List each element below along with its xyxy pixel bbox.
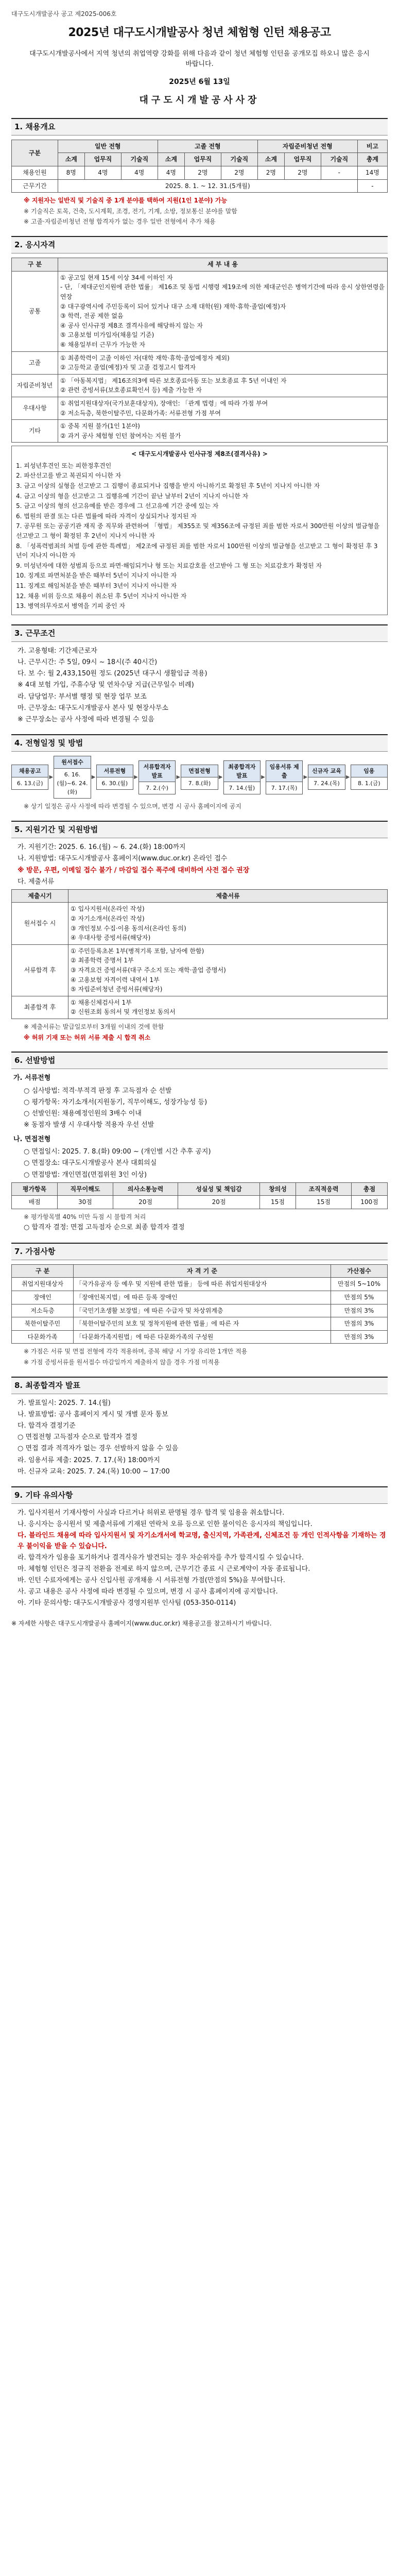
- list-item: 아. 기타 문의사항: 대구도시개발공사 경영지원부 인사팀 (053-350-0114): [18, 1599, 236, 1607]
- list-item: ① 주민등록초본 1부(병적기록 포함, 남자에 한함): [71, 947, 204, 955]
- cell: 취업지원대상자: [12, 1278, 74, 1291]
- th-category: 구 분: [12, 258, 58, 272]
- flow-step: [351, 765, 388, 790]
- list-item: ② 관련 증빙서류(보호종료확인서 등) 제출 가능한 자: [60, 386, 202, 394]
- th-gozol: 고졸 전형: [158, 140, 257, 153]
- row-label: 공통: [12, 271, 58, 351]
- cell: 채용인원: [12, 166, 58, 179]
- arrow-right-icon: ▶: [303, 774, 308, 781]
- row-label: 자립준비청년: [12, 374, 58, 397]
- list-item: 8. 「성폭력범죄의 처벌 등에 관한 특례법」 제2조에 규정된 죄를 범한 자로서 100만원 이상의 벌금형을 선고받고 그 형이 확정된 후 3년이 지나지 아니한 자: [16, 542, 378, 560]
- cell: 만점의 3%: [331, 1304, 388, 1317]
- th-general: 일반 전형: [58, 140, 158, 153]
- row-label: 서류합격 후: [12, 944, 68, 996]
- th-score: 창의성: [259, 1182, 296, 1196]
- flow-step: [223, 760, 261, 794]
- th-score: 총점: [351, 1182, 387, 1196]
- note: ※ 평가항목별 40% 미만 득점 시 불합격 처리: [24, 1213, 146, 1221]
- cell: 「북한이탈주민의 보호 및 정착지원에 관한 법률」에 따른 자: [74, 1317, 331, 1331]
- cell: 15점: [259, 1196, 296, 1209]
- note: ※ 가점 증빙서류를 원서접수 마감일까지 제출하지 않을 경우 가점 미적용: [24, 1359, 220, 1366]
- list-item: 마. 근무장소: 대구도시개발공사 본사 및 현장사무소: [18, 704, 168, 712]
- list-item: ② 대구광역시에 주민등록이 되어 있거나 대구 소재 대학(원) 재학·휴학·졸업(예정)자: [60, 302, 286, 310]
- section-working-conditions: 3. 근무조건: [11, 624, 388, 642]
- list-item: ④ 우대사항 증빙서류(해당자): [71, 934, 151, 942]
- th-bonus: 구 분: [12, 1264, 74, 1278]
- list-item: ※ 동점자 발생 시 우대사항 적용자 우선 선발: [24, 1121, 154, 1129]
- th-self-reliance: 자립준비청년 전형: [257, 140, 357, 153]
- eligibility-table: [11, 258, 388, 443]
- th-sub: 기술직: [221, 153, 257, 166]
- list-item: ② 고등학교 졸업(예정)자 및 고졸 검정고시 합격자: [60, 364, 196, 371]
- list-item: ○ 면접방법: 개인면접(면접위원 3인 이상): [24, 1171, 147, 1179]
- list-item: 가. 지원기간: 2025. 6. 16.(월) ~ 6. 24.(화) 18:00까지: [18, 843, 186, 852]
- cell: 30점: [58, 1196, 113, 1209]
- row-label: 원서접수 시: [12, 903, 68, 944]
- note: ※ 제출서류는 발급일로부터 3개월 이내의 것에 한함: [24, 1023, 164, 1030]
- table-row: [12, 903, 388, 944]
- section-recruitment-overview: 1. 채용개요: [11, 118, 388, 135]
- cell: -: [357, 179, 387, 193]
- table-row: [12, 1278, 388, 1291]
- list-item: ④ 공사 인사규정 제8조 결격사유에 해당하지 않는 자: [60, 321, 203, 329]
- section-selection: 6. 선발방법: [11, 1052, 388, 1069]
- list-item: ① 최종학력이 고졸 이하인 자(대학 재학·휴학·졸업예정자 제외): [60, 354, 230, 362]
- disqualification-box: [11, 446, 388, 615]
- cell: 2명: [284, 166, 321, 179]
- list-item: 나. 발표방법: 공사 홈페이지 게시 및 개별 문자 통보: [18, 1411, 168, 1419]
- cell: 저소득층: [12, 1304, 74, 1317]
- row-label: 고졸: [12, 351, 58, 374]
- row-label: 기타: [12, 420, 58, 443]
- cell: 8명: [58, 166, 84, 179]
- arrow-right-icon: ▶: [261, 774, 265, 781]
- cell: 「국가유공자 등 예우 및 지원에 관한 법률」 등에 따른 취업지원대상자: [74, 1278, 331, 1291]
- flow-step-date: 6. 13.(금): [16, 780, 43, 787]
- table-row: [12, 996, 388, 1019]
- arrow-right-icon: ▶: [134, 774, 138, 781]
- recruitment-table: [11, 140, 388, 193]
- box-title: < 대구도시개발공사 인사규정 제8조(결격사유) >: [131, 450, 268, 458]
- arrow-right-icon: ▶: [345, 774, 350, 781]
- list-item: 라. 담당업무: 부서별 행정 및 현장 업무 보조: [18, 692, 147, 701]
- section-eligibility: 2. 응시자격: [11, 236, 388, 253]
- th-sub: 소계: [58, 153, 84, 166]
- list-item: ※ 근무장소는 공사 사정에 따라 변경될 수 있음: [18, 715, 154, 723]
- list-item: 다. 합격자 결정기준: [18, 1422, 76, 1430]
- list-item: ① 입사지원서(온라인 작성): [71, 905, 145, 913]
- flow-step-date: 7. 14.(월): [229, 784, 255, 791]
- list-item: 6. 법원의 판결 또는 다른 법률에 따라 자격이 상실되거나 정지된 자: [16, 512, 197, 520]
- th-group: 구분: [12, 140, 58, 166]
- row-content: [68, 944, 388, 996]
- list-item: 라. 합격자가 임용을 포기하거나 결격사유가 발견되는 경우 차순위자를 추가 합격시킬 수 있습니다.: [18, 1553, 304, 1562]
- flow-step: [54, 756, 91, 799]
- list-item: ② 신원조회 동의서 및 개인정보 동의서: [71, 1008, 176, 1016]
- cell: 북한이탈주민: [12, 1317, 74, 1331]
- list-item: 나. 응시자는 응시원서 및 제출서류에 기재된 연락처 오류 등으로 인한 불이익은 응시자의 책임입니다.: [18, 1520, 313, 1529]
- flow-step-name: 서류전형: [97, 765, 133, 777]
- list-item: 라. 임용서류 제출: 2025. 7. 17.(목) 18:00까지: [18, 1456, 160, 1464]
- th-sub: 총계: [357, 153, 387, 166]
- table-row: [12, 166, 388, 179]
- list-item: ① 채용신체검사서 1부: [71, 998, 132, 1006]
- list-item: 5. 금고 이상의 형의 선고유예를 받은 경우에 그 선고유예 기간 중에 있는 자: [16, 502, 219, 510]
- flow-step-name: 면접전형: [181, 765, 217, 777]
- list-item: 다. 블라인드 채용에 따라 입사지원서 및 자기소개서에 학교명, 출신지역, 가족관계, 신체조건 등 개인 인적사항을 기재하는 경우 불이익을 받을 수 있습니다.: [18, 1532, 386, 1550]
- note: ※ 상기 일정은 공사 사정에 따라 변경될 수 있으며, 변경 시 공사 홈페이지에 공지: [24, 803, 241, 810]
- list-item: 나. 지원방법: 대구도시개발공사 홈페이지(www.duc.or.kr) 온라인 접수: [18, 855, 228, 863]
- cell: 100점: [351, 1196, 387, 1209]
- table-row: [12, 944, 388, 996]
- cell: 14명: [357, 166, 387, 179]
- cell-period: 2025. 8. 1. ~ 12. 31.(5개월): [58, 179, 357, 193]
- interview-score-table: [11, 1182, 388, 1209]
- cell: 만점의 5%: [331, 1291, 388, 1304]
- th-score: 성실성 및 책임감: [178, 1182, 260, 1196]
- flow-step-date: 7. 17.(목): [271, 784, 298, 791]
- list-item: ③ 자격요건 증빙서류(대구 주소지 또는 재학·졸업 증명서): [71, 967, 226, 974]
- table-row: [12, 397, 388, 419]
- list-item: 2. 파산선고를 받고 복권되지 아니한 자: [16, 472, 122, 480]
- list-item: ○ 면접전형 고득점자 순으로 합격자 결정: [18, 1433, 137, 1442]
- th-sub: 업무직: [84, 153, 121, 166]
- th-bonus: 자 격 기 준: [74, 1264, 331, 1278]
- list-item: 가. 입사지원서 기재사항이 사실과 다르거나 허위로 판명될 경우 합격 및 임용을 취소합니다.: [18, 1509, 285, 1517]
- th-sub: 소계: [158, 153, 184, 166]
- flow-step-name: 원서접수: [54, 756, 90, 769]
- list-item: 13. 병역의무자로서 병역을 기피 중인 자: [16, 602, 126, 610]
- bonus-table: [11, 1264, 388, 1344]
- flow-step: [138, 760, 176, 794]
- notice-document: [11, 9, 388, 1629]
- cell: 2명: [184, 166, 221, 179]
- cell: 2명: [257, 166, 284, 179]
- list-item: 다. 보 수: 월 2,433,150원 정도 (2025년 대구시 생활임금 적용): [18, 670, 207, 678]
- list-item: ○ 심사방법: 적격·부적격 판정 후 고득점자 순 선발: [24, 1087, 172, 1095]
- note: ※ 고졸·자립준비청년 전형 합격자가 없는 경우 일반 전형에서 추가 채용: [24, 218, 216, 226]
- th-sub: 업무직: [284, 153, 321, 166]
- notice-signer: 대구도시개발공사사장: [139, 94, 260, 106]
- list-item: 10. 징계로 파면처분을 받은 때부터 5년이 지나지 아니한 자: [16, 572, 177, 580]
- list-item: ⑥ 채용일부터 근무가 가능한 자: [60, 341, 146, 348]
- cell: 「국민기초생활 보장법」에 따른 수급자 및 차상위계층: [74, 1304, 331, 1317]
- cell: 2명: [221, 166, 257, 179]
- flow-step-name: 최종합격자 발표: [224, 761, 260, 782]
- th-docs: 제출서류: [68, 889, 388, 903]
- table-row: [12, 1196, 388, 1209]
- flow-step-date: 6. 30.(월): [101, 780, 128, 787]
- list-item: ② 과거 공사 체험형 인턴 참여자는 지원 불가: [60, 432, 181, 439]
- arrow-right-icon: ▶: [91, 774, 96, 781]
- flow-step-date: 7. 8.(화): [188, 780, 211, 787]
- flow-step-date: 8. 1.(금): [357, 780, 380, 787]
- section-application: 5. 지원기간 및 지원방법: [11, 821, 388, 838]
- section-bonus-points: 7. 가점사항: [11, 1243, 388, 1260]
- th-when: 제출시기: [12, 889, 68, 903]
- note: ※ 허위 기재 또는 허위 서류 제출 시 합격 취소: [24, 1033, 151, 1041]
- list-item: 가. 고용형태: 기간제근로자: [18, 647, 97, 655]
- row-content: [58, 271, 388, 351]
- th-score: 의사소통능력: [113, 1182, 178, 1196]
- list-item: ③ 학력, 전공 제한 없음: [60, 312, 124, 320]
- flow-step-name: 신규자 교육: [308, 765, 344, 777]
- th-details: 세 부 내 용: [58, 258, 388, 272]
- list-item: ① 공고일 현재 15세 이상 34세 이하인 자: [60, 274, 173, 281]
- announcement-number: 대구도시개발공사 공고 제2025-006호: [11, 10, 117, 18]
- arrow-right-icon: ▶: [176, 774, 181, 781]
- notice-intro: 대구도시개발공사에서 지역 청년의 취업역량 강화를 위해 다음과 같이 청년 체험형 인턴을 공개모집 하오니 많은 응시 바랍니다.: [29, 49, 370, 68]
- row-label: 우대사항: [12, 397, 58, 419]
- table-row: [12, 179, 388, 193]
- list-item: ※ 방문, 우편, 이메일 접수 불가 / 마감일 접수 폭주에 대비하여 사전 접수 권장: [18, 866, 250, 874]
- flow-step: [308, 765, 345, 790]
- cell: 15점: [296, 1196, 352, 1209]
- table-row: [12, 420, 388, 443]
- list-item: ○ 면접 결과 적격자가 없는 경우 선발하지 않을 수 있음: [18, 1445, 179, 1453]
- note: ※ 지원자는 일반직 및 기술직 중 1개 분야를 택하여 지원(1인 1분야) 가능: [24, 197, 228, 205]
- list-item: ○ 평가항목: 자기소개서(지원동기, 직무이해도, 성장가능성 등): [24, 1098, 207, 1106]
- row-content: [58, 351, 388, 374]
- list-item: ※ 4대 보험 가입, 주휴수당 및 연차수당 지급(근무일수 비례): [18, 681, 194, 689]
- cell: 만점의 5~10%: [331, 1278, 388, 1291]
- th-sub: 기술직: [121, 153, 158, 166]
- flow-step-name: 임용: [351, 765, 387, 777]
- list-item: ○ 면접장소: 대구도시개발공사 본사 대회의실: [24, 1159, 157, 1167]
- table-row: [12, 1317, 388, 1331]
- list-item: ① 취업지원대상자(국가보훈대상자), 장애인: 「관계 법령」에 따라 가점 부여: [60, 399, 268, 407]
- flow-step: [266, 760, 303, 794]
- list-item: 3. 금고 이상의 실형을 선고받고 그 집행이 종료되거나 집행을 받지 아니하기로 확정된 후 5년이 지나지 아니한 자: [16, 482, 320, 490]
- th-score: 평가항목: [12, 1182, 58, 1196]
- arrow-right-icon: ▶: [218, 774, 223, 781]
- list-item: ⑤ 자립준비청년 증빙서류(해당자): [71, 986, 163, 993]
- list-item: ② 최종학력 증명서 1부: [71, 957, 134, 964]
- list-item: ④ 고용보험 자격이력 내역서 1부: [71, 976, 160, 984]
- flow-step-date: 6. 16.(월)~6. 24.(화): [57, 771, 88, 796]
- table-row: [12, 351, 388, 374]
- cell: 만점의 3%: [331, 1330, 388, 1344]
- flow-step-name: 서류합격자 발표: [139, 761, 175, 782]
- cell: 근무기간: [12, 179, 58, 193]
- section-schedule: 4. 전형일정 및 방법: [11, 734, 388, 752]
- list-item: ① 중복 지원 불가(1인 1분야): [60, 422, 140, 430]
- cell: -: [321, 166, 357, 179]
- schedule-flow: [11, 756, 388, 799]
- row-content: [68, 996, 388, 1019]
- list-item: 1. 피성년후견인 또는 피한정후견인: [16, 462, 112, 469]
- flow-step: [181, 765, 218, 790]
- row-content: [58, 374, 388, 397]
- sub-title-interview: 나. 면접전형: [13, 1136, 51, 1144]
- row-content: [58, 397, 388, 419]
- list-item: ③ 개인정보 수집·이용 동의서(온라인 동의): [71, 924, 186, 932]
- section-final-announcement: 8. 최종합격자 발표: [11, 1377, 388, 1394]
- flow-step-date: 7. 2.(수): [146, 784, 168, 791]
- cell: 「다문화가족지원법」에 따른 다문화가족의 구성원: [74, 1330, 331, 1344]
- th-score: 조직적응력: [296, 1182, 352, 1196]
- list-item: 11. 징계로 해임처분을 받은 때부터 3년이 지나지 아니한 자: [16, 582, 177, 590]
- flow-step: [11, 765, 48, 790]
- list-item: 사. 공고 내용은 공사 사정에 따라 변경될 수 있으며, 변경 시 공사 홈페이지에 공지합니다.: [18, 1588, 278, 1596]
- cell: 장애인: [12, 1291, 74, 1304]
- list-item: ○ 선발인원: 채용예정인원의 3배수 이내: [24, 1109, 142, 1117]
- th-remark: 비고: [357, 140, 387, 153]
- table-row: [12, 374, 388, 397]
- row-content: [68, 903, 388, 944]
- flow-step-name: 임용서류 제출: [266, 761, 302, 782]
- cell: 4명: [121, 166, 158, 179]
- closing-note: ※ 자세한 사항은 대구도시개발공사 홈페이지(www.duc.or.kr) 채용공고를 참고하시기 바랍니다.: [11, 1620, 272, 1628]
- section-notes: 9. 기타 유의사항: [11, 1486, 388, 1504]
- cell: 4명: [84, 166, 121, 179]
- flow-step-date: 7. 24.(목): [314, 780, 340, 787]
- cell: 20점: [113, 1196, 178, 1209]
- list-item: ⑤ 고용보험 미가입자(채용일 기준): [60, 331, 154, 339]
- table-row: [12, 1291, 388, 1304]
- list-item: ○ 면접일시: 2025. 7. 8.(화) 09:00 ~ (개인별 시간 추후 공지): [24, 1148, 211, 1156]
- list-item: 9. 미성년자에 대한 성범죄 등으로 파면·해임되거나 형 또는 치료감호를 선고받아 그 형 또는 치료감호가 확정된 자: [16, 562, 322, 569]
- th-sub: 업무직: [184, 153, 221, 166]
- list-item: 다. 제출서류: [18, 877, 55, 886]
- flow-step-name: 채용공고: [12, 765, 48, 777]
- row-label: 최종합격 후: [12, 996, 68, 1019]
- list-item: 마. 신규자 교육: 2025. 7. 24.(목) 10:00 ~ 17:00: [18, 1467, 170, 1476]
- list-item: ② 저소득층, 북한이탈주민, 다문화가족: 서류전형 가점 부여: [60, 409, 221, 417]
- table-row: [12, 1304, 388, 1317]
- th-sub: 기술직: [321, 153, 357, 166]
- list-item: 12. 채용 비위 등으로 채용이 취소된 후 5년이 지나지 아니한 자: [16, 592, 187, 600]
- list-item: ② 자기소개서(온라인 작성): [71, 915, 145, 923]
- row-content: [58, 420, 388, 443]
- notice-title: 2025년 대구도시개발공사 청년 체험형 인턴 채용공고: [68, 26, 331, 39]
- th-bonus: 가산점수: [331, 1264, 388, 1278]
- list-item: - 단, 「제대군인지원에 관한 법률」 제16조 및 동법 시행령 제19조에 의한 제대군인은 병역기간에 따라 응시 상한연령을 연장: [60, 283, 385, 300]
- notice-date: 2025년 6월 13일: [169, 77, 230, 86]
- cell: 다문화가족: [12, 1330, 74, 1344]
- table-row: [12, 271, 388, 351]
- documents-table: [11, 889, 388, 1019]
- cell: 20점: [178, 1196, 260, 1209]
- note: ※ 기술직은 토목, 건축, 도시계획, 조경, 전기, 기계, 소방, 정보통신 분야를 말함: [24, 207, 237, 215]
- th-score: 직무이해도: [58, 1182, 113, 1196]
- cell: 만점의 3%: [331, 1317, 388, 1331]
- flow-step: [96, 765, 133, 790]
- cell: 4명: [158, 166, 184, 179]
- note: ※ 가점은 서류 및 면접 전형에 각각 적용하며, 중복 해당 시 가장 유리한 1개만 적용: [24, 1348, 248, 1355]
- th-sub: 소계: [257, 153, 284, 166]
- list-item: ① 「아동복지법」 제16조의3에 따른 보호종료아동 또는 보호종료 후 5년 이내인 자: [60, 377, 287, 384]
- list-item: 나. 근무시간: 주 5일, 09시 ~ 18시(주 40시간): [18, 658, 158, 667]
- list-item: 가. 발표일시: 2025. 7. 14.(월): [18, 1399, 111, 1407]
- cell: 배점: [12, 1196, 58, 1209]
- list-item: 마. 체험형 인턴은 정규직 전환을 전제로 하지 않으며, 근무기간 종료 시 근로계약이 자동 종료됩니다.: [18, 1565, 310, 1573]
- cell: 「장애인복지법」에 따른 등록 장애인: [74, 1291, 331, 1304]
- list-item: 바. 인턴 수료자에게는 공사 신입사원 공개채용 시 서류전형 가점(만점의 5%)을 부여합니다.: [18, 1576, 285, 1584]
- arrow-right-icon: ▶: [49, 774, 54, 781]
- list-item: 4. 금고 이상의 형을 선고받고 그 집행유예 기간이 끝난 날부터 2년이 지나지 아니한 자: [16, 492, 249, 500]
- list-item: ○ 합격자 결정: 면접 고득점자 순으로 최종 합격자 결정: [24, 1224, 185, 1232]
- table-row: [12, 1330, 388, 1344]
- sub-title-document: 가. 서류전형: [13, 1074, 51, 1082]
- list-item: 7. 공무원 또는 공공기관 재직 중 직무와 관련하여 「형법」 제355조 및 제356조에 규정된 죄를 범한 자로서 300만원 이상의 벌금형을 선고받고 그 형이 확정된 후 2년이 지나지 아니한 자: [16, 522, 380, 540]
